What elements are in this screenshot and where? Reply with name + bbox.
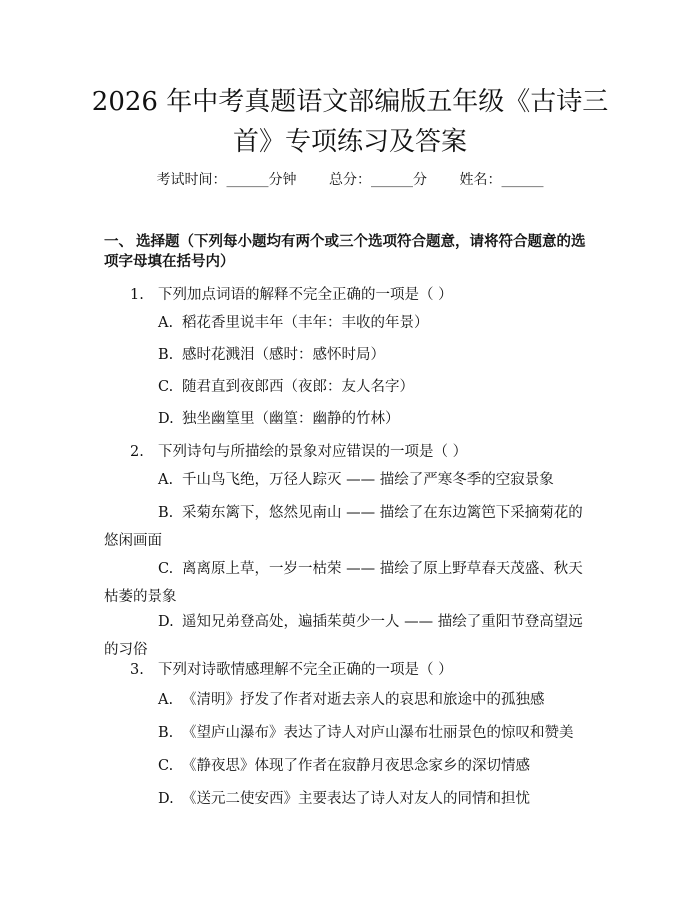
question-1-stem bbox=[130, 285, 453, 305]
option-letter: C. bbox=[158, 561, 174, 577]
option-letter: B. bbox=[158, 505, 174, 521]
option-1b bbox=[104, 341, 596, 369]
section-instructions: 选择题（下列每小题均有两个或三个选项符合题意，请将符合题意的选项字母填在括号内） bbox=[104, 233, 586, 270]
option-text: 千山鸟飞绝，万径人踪灭 —— 描绘了严寒冬季的空寂景象 bbox=[182, 472, 554, 488]
option-letter: C. bbox=[158, 379, 174, 395]
option-text: 《清明》抒发了作者对逝去亲人的哀思和旅途中的孤独感 bbox=[182, 692, 545, 708]
option-letter: A. bbox=[158, 315, 174, 331]
option-letter: D. bbox=[158, 791, 174, 807]
title-line-1: 2026 年中考真题语文部编版五年级《古诗三 bbox=[91, 87, 609, 117]
question-number: 1. bbox=[130, 287, 144, 303]
option-letter: B. bbox=[158, 347, 174, 363]
question-text: 下列加点词语的解释不完全正确的一项是（ ） bbox=[158, 287, 453, 303]
option-letter: A. bbox=[158, 472, 174, 488]
option-1c bbox=[104, 373, 596, 401]
option-1d bbox=[104, 405, 596, 433]
option-3a bbox=[104, 686, 596, 714]
title-line-2: 首》专项练习及答案 bbox=[232, 127, 467, 157]
option-3b bbox=[104, 719, 596, 747]
option-text: 《静夜思》体现了作者在寂静月夜思念家乡的深切情感 bbox=[182, 758, 530, 774]
option-3c bbox=[104, 752, 596, 780]
option-text: 《送元二使安西》主要表达了诗人对友人的同情和担忧 bbox=[182, 791, 530, 807]
option-1a bbox=[104, 309, 596, 337]
option-text: 遥知兄弟登高处，遍插茱萸少一人 —— 描绘了重阳节登高望远的习俗 bbox=[104, 614, 583, 658]
page-title bbox=[60, 82, 640, 162]
option-text: 采菊东篱下，悠然见南山 —— 描绘了在东边篱笆下采摘菊花的悠闲画面 bbox=[104, 505, 583, 549]
option-2a bbox=[104, 466, 596, 494]
option-text: 稻花香里说丰年（丰年：丰收的年景） bbox=[182, 315, 429, 331]
option-text: 独坐幽篁里（幽篁：幽静的竹林） bbox=[182, 411, 400, 427]
option-letter: B. bbox=[158, 725, 174, 741]
question-number: 2. bbox=[130, 444, 144, 460]
exam-time-field: 考试时间：______分钟 bbox=[156, 172, 297, 188]
option-text: 感时花溅泪（感时：感怀时局） bbox=[182, 347, 385, 363]
option-letter: C. bbox=[158, 758, 174, 774]
option-2c bbox=[104, 555, 596, 611]
option-text: 《望庐山瀑布》表达了诗人对庐山瀑布壮丽景色的惊叹和赞美 bbox=[182, 725, 574, 741]
option-letter: D. bbox=[158, 411, 174, 427]
option-2d bbox=[104, 608, 596, 664]
total-score-field: 总分：______分 bbox=[329, 172, 427, 188]
question-text: 下列诗句与所描绘的景象对应错误的一项是（ ） bbox=[158, 444, 468, 460]
question-text: 下列对诗歌情感理解不完全正确的一项是（ ） bbox=[158, 662, 453, 678]
option-letter: A. bbox=[158, 692, 174, 708]
option-text: 随君直到夜郎西（夜郎：友人名字） bbox=[182, 379, 414, 395]
question-3-stem bbox=[130, 660, 453, 680]
option-text: 离离原上草，一岁一枯荣 —— 描绘了原上野草春天茂盛、秋天枯萎的景象 bbox=[104, 561, 583, 605]
option-2b bbox=[104, 499, 596, 555]
option-3d bbox=[104, 785, 596, 813]
question-number: 3. bbox=[130, 662, 144, 678]
section-number: 一、 bbox=[104, 233, 133, 250]
section-heading bbox=[104, 232, 596, 272]
exam-meta bbox=[0, 170, 700, 190]
question-2-stem bbox=[130, 442, 467, 462]
option-letter: D. bbox=[158, 614, 174, 630]
student-name-field: 姓名：______ bbox=[459, 172, 544, 188]
